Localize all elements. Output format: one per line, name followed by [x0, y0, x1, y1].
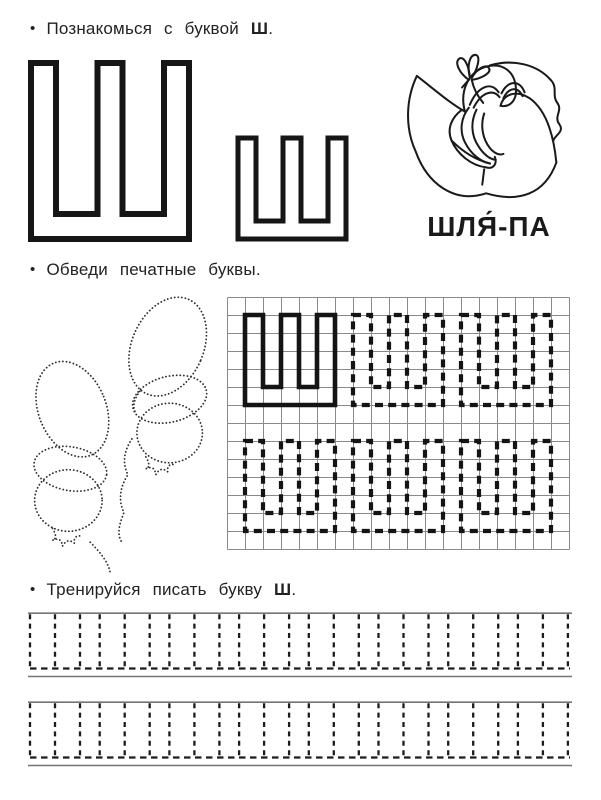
writing-practice-strip-2: [28, 701, 572, 768]
butterfly-wing: [22, 350, 122, 467]
bullet-marker: •: [30, 20, 36, 37]
heading-practice-text: Тренируйся писать букву: [46, 580, 263, 599]
bullet-marker: •: [30, 261, 36, 278]
lowercase-letter-outline: [233, 133, 351, 244]
grid-letter-dashed: [461, 315, 551, 405]
bullet-marker: •: [30, 581, 36, 598]
heading-intro-text: Познакомься с буквой: [46, 19, 239, 38]
section-heading-practice: [30, 580, 296, 599]
section-heading-trace: [30, 260, 261, 279]
vocabulary-word: ШЛЯ́-ПА: [427, 211, 551, 242]
letter-trace-grid: [227, 297, 570, 550]
grid-letter-solid: [245, 315, 335, 405]
uppercase-letter-outline: [26, 58, 194, 244]
ribbon-tail: [551, 80, 561, 141]
heading-practice-period: .: [291, 580, 297, 599]
heading-intro-letter: Ш: [250, 19, 269, 38]
grid-letter-dashed: [353, 441, 443, 531]
butterfly-wing: [114, 292, 221, 408]
heading-intro-period: .: [268, 19, 274, 38]
hat-illustration: [398, 50, 580, 202]
heading-practice-letter: Ш: [274, 580, 292, 599]
grid-letter-dashed: [353, 315, 443, 405]
heading-trace-text: Обведи печатные буквы.: [46, 260, 261, 279]
grid-letter-dashed: [245, 441, 335, 531]
writing-practice-strip-1: [28, 612, 572, 679]
section-heading-intro: [30, 19, 273, 38]
dotted-butterflies-drawing: [12, 292, 230, 575]
grid-letter-dashed: [461, 441, 551, 531]
